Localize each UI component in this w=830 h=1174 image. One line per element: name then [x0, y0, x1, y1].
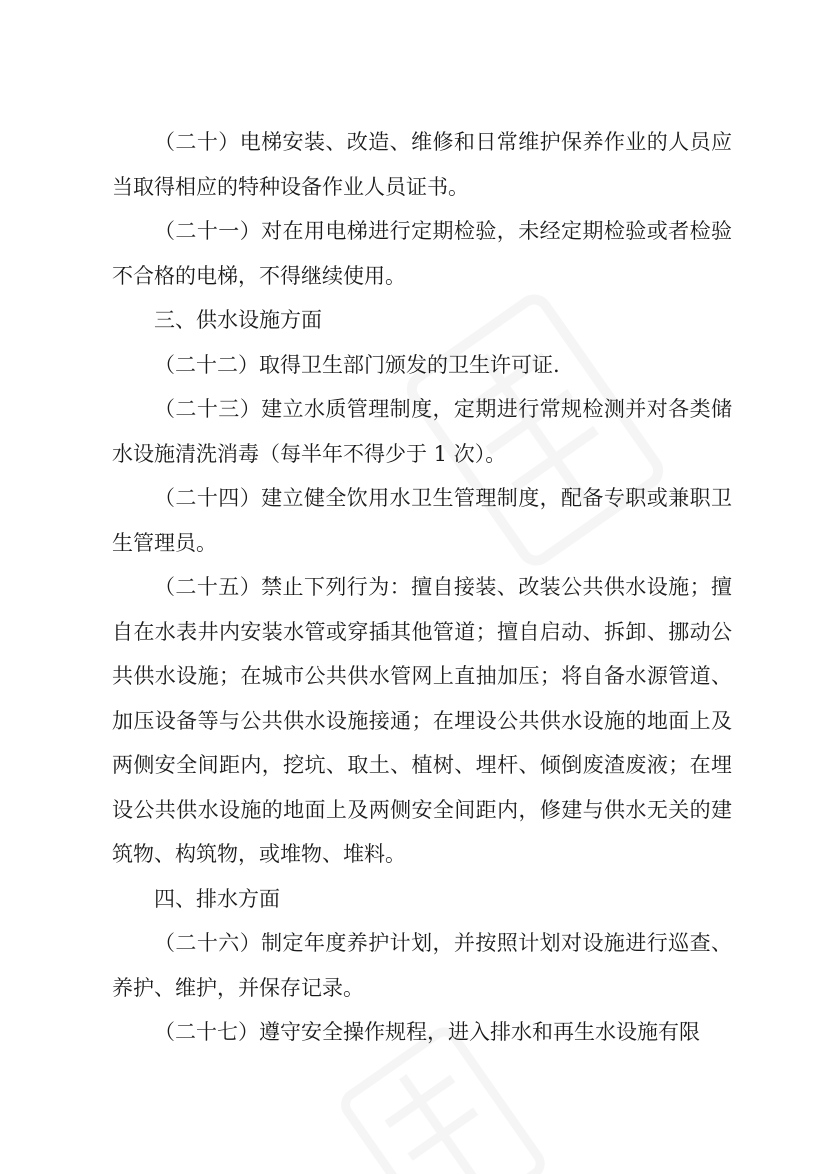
section-heading-drainage: 四、排水方面: [154, 886, 280, 911]
clause-23: （二十三）建立水质管理制度，定期进行常规检测并对各类储水设施清洗消毒（每半年不得少于 1 次）。: [112, 397, 732, 466]
clause-27: （二十七）遵守安全操作规程，进入排水和再生水设施有限: [154, 1020, 700, 1044]
clause-22: （二十二）取得卫生部门颁发的卫生许可证.: [154, 352, 560, 377]
document-body: [112, 120, 732, 1055]
clause-21: （二十一）对在用电梯进行定期检验，未经定期检验或者检验不合格的电梯，不得继续使用。: [112, 219, 732, 288]
clause-24: （二十四）建立健全饮用水卫生管理制度，配备专职或兼职卫生管理员。: [112, 486, 732, 555]
clause-26: （二十六）制定年度养护计划，并按照计划对设施进行巡查、养护、维护，并保存记录。: [112, 931, 732, 1000]
section-heading-water-supply: 三、供水设施方面: [154, 308, 322, 332]
clause-25: （二十五）禁止下列行为：擅自接装、改装公共供水设施；擅自在水表井内安装水管或穿插其他管道；擅自启动、拆卸、挪动公共供水设施；在城市公共供水管网上直抽加压；将自备水源管道、加压设备等与公共供水设施接通；在埋设公共供水设施的地面上及两侧安全间距内，挖坑、取土、植树、埋杆、倾倒废渣废液；在埋设公共供水设施的地面上及两侧安全间距内，修建与供水无关的建筑物、构筑物，或堆物、堆料。: [112, 575, 732, 866]
clause-20: （二十）电梯安装、改造、维修和日常维护保养作业的人员应当取得相应的特种设备作业人员证书。: [112, 130, 732, 199]
